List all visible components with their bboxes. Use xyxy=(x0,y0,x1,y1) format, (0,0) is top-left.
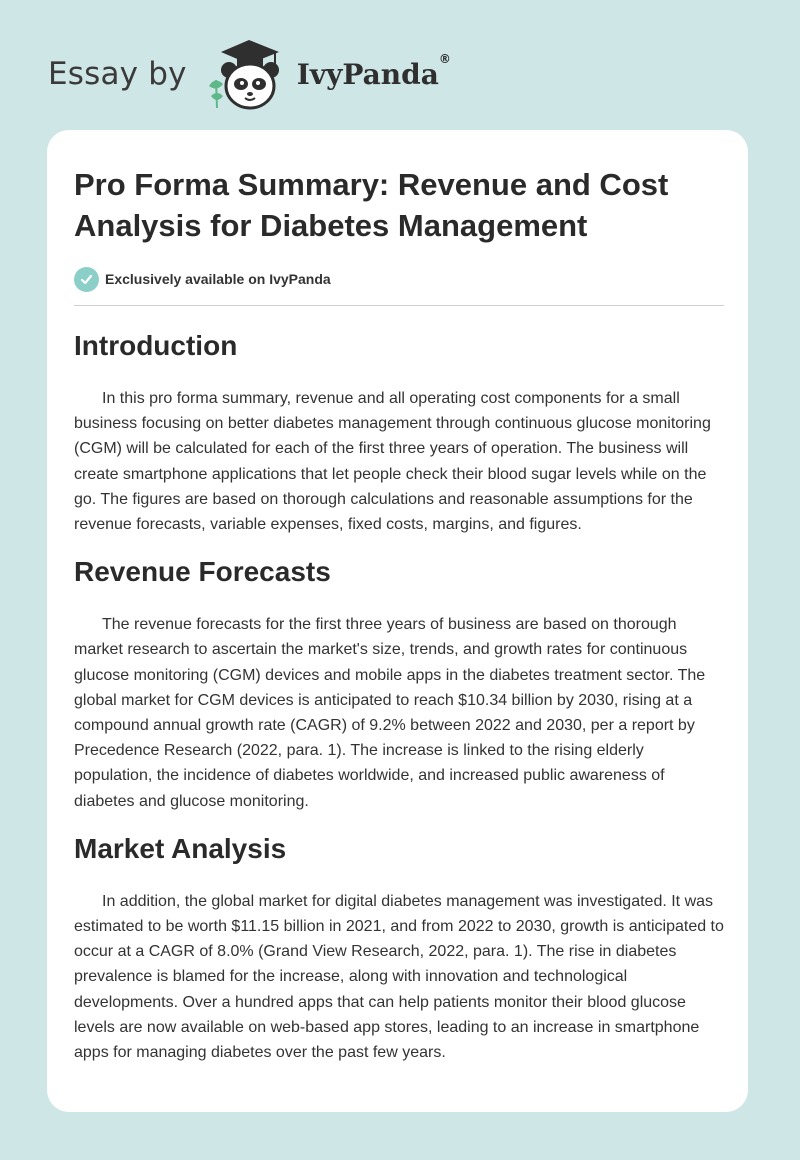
article-card xyxy=(47,130,748,1112)
essay-by-label: Essay by xyxy=(48,56,187,92)
article-title: Pro Forma Summary: Revenue and Cost Analysis for Diabetes Management xyxy=(74,167,669,243)
section-revenue-forecasts xyxy=(74,555,724,814)
exclusive-label: Exclusively available on IvyPanda xyxy=(105,271,331,287)
section-introduction xyxy=(74,329,724,537)
section-heading: Revenue Forecasts xyxy=(74,556,331,588)
checkmark-icon xyxy=(74,267,99,292)
article-content xyxy=(74,164,724,1065)
divider xyxy=(74,305,724,306)
section-market-analysis xyxy=(74,832,724,1065)
section-heading: Market Analysis xyxy=(74,832,287,864)
section-paragraph: In this pro forma summary, revenue and all operating cost components for a small business focusing on better diabetes management through continuous glucose monitoring (CGM) will be calculated for each of the first three years of operation. The business will create smartphone applications that let people check their blood sugar levels while on the go. The figures are based on thorough calculations and reasonable assumptions for the revenue forecasts, variable expenses, fixed costs, margins, and figures. xyxy=(74,390,711,534)
panda-graduate-icon xyxy=(201,34,293,114)
exclusive-badge xyxy=(74,266,724,292)
registered-mark: ® xyxy=(438,51,451,66)
section-paragraph: The revenue forecasts for the first three years of business are based on thorough market research to ascertain the market's size, trends, and growth rates for continuous glucose monitoring (CGM) devices and mobile apps in the diabetes treatment sector. The global market for CGM devices is anticipated to reach $10.34 billion by 2030, rising at a compound annual growth rate (CAGR) of 9.2% between 2022 and 2030, per a report by Precedence Research (2022, para. 1). The increase is linked to the rising elderly population, the incidence of diabetes worldwide, and increased public awareness of diabetes and glucose monitoring. xyxy=(74,616,706,810)
brand-name: IvyPanda® xyxy=(296,51,451,91)
section-paragraph: In addition, the global market for digital diabetes management was investigated. It was estimated to be worth $11.15 billion in 2021, and from 2022 to 2030, growth is anticipated to occur at a CAGR of 8.0% (Grand View Research, 2022, para. 1). The rise in diabetes prevalence is blamed for the increase, along with innovation and technological developments. Over a hundred apps that can help patients monitor their blood glucose levels are now available on web-based app stores, leading to an increase in smartphone apps for managing diabetes over the past few years. xyxy=(74,892,724,1062)
section-heading: Introduction xyxy=(74,330,238,361)
site-logo[interactable] xyxy=(48,34,451,114)
